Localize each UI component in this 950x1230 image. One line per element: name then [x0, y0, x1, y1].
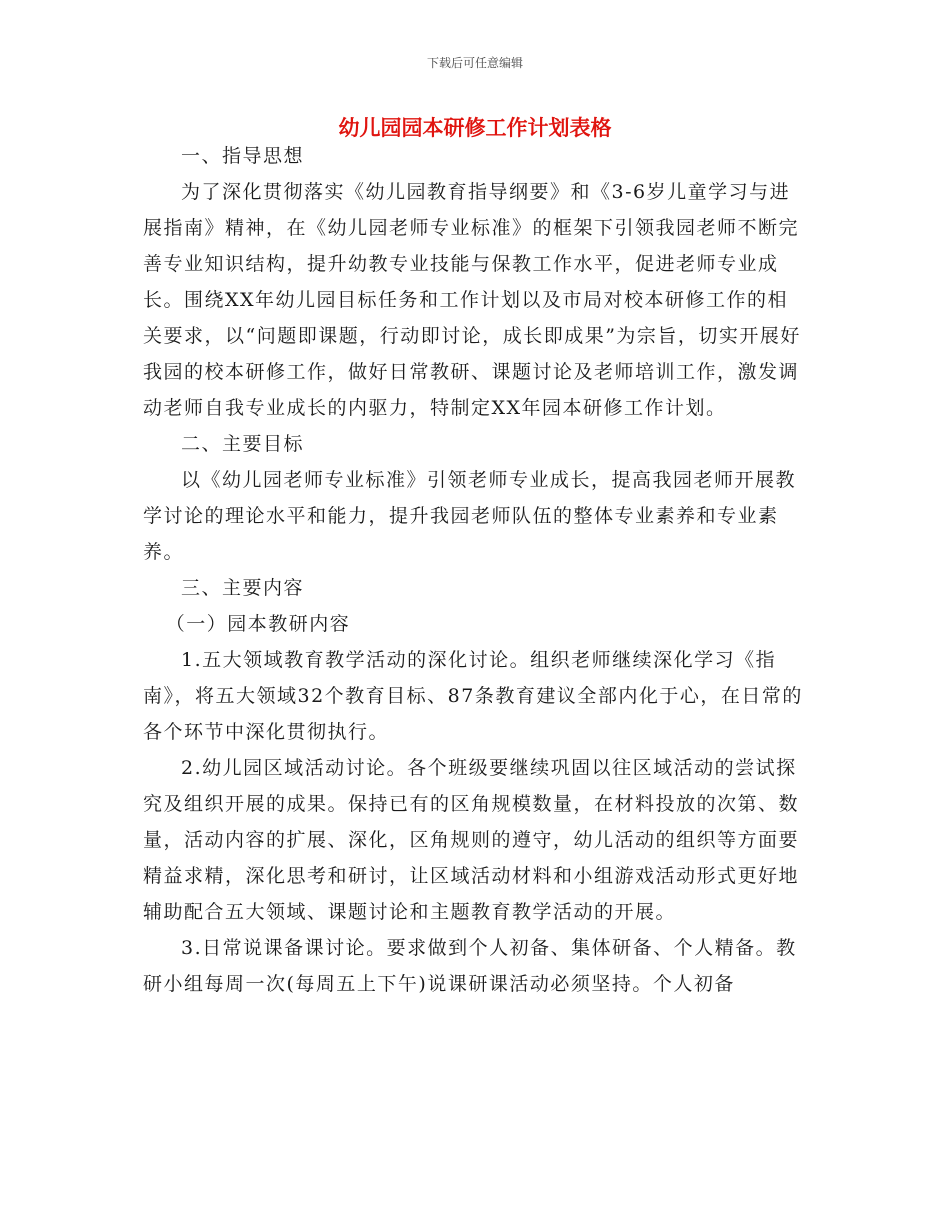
paragraph-item-2: 2.幼儿园区域活动讨论。各个班级要继续巩固以往区域活动的尝试探究及组织开展的成果。保持已有的区角规模数量，在材料投放的次第、数量，活动内容的扩展、深化，区角规则的遵守，幼儿活动的组织等方面要精益求精，深化思考和研讨，让区域活动材料和小组游戏活动形式更好地辅助配合五大领域、课题讨论和主题教育教学活动的开展。 [143, 757, 800, 923]
section-heading-guiding-thought: 一、指导思想 [181, 145, 305, 167]
paragraph-item-3: 3.日常说课备课讨论。要求做到个人初备、集体研备、个人精备。教研小组每周一次(每周五上下午)说课研课活动必须坚持。个人初备 [143, 937, 797, 995]
section-heading-main-goals: 二、主要目标 [181, 433, 305, 455]
paragraph-main-goals: 以《幼儿园老师专业标准》引领老师专业成长，提高我园老师开展教学讨论的理论水平和能力，提升我园老师队伍的整体专业素养和专业素养。 [143, 469, 797, 563]
paragraph-guiding-thought: 为了深化贯彻落实《幼儿园教育指导纲要》和《3-6岁儿童学习与进展指南》精神，在《幼儿园老师专业标准》的框架下引领我园老师不断完善专业知识结构，提升幼教专业技能与保教工作水平，促进老师专业成长。围绕XX年幼儿园目标任务和工作计划以及市局对校本研修工作的相关要求，以“问题即课题，行动即讨论，成长即成果”为宗旨，切实开展好我园的校本研修工作，做好日常教研、课题讨论及老师培训工作，激发调动老师自我专业成长的内驱力，特制定XX年园本研修工作计划。 [143, 181, 801, 419]
document-title: 幼儿园园本研修工作计划表格 [338, 116, 612, 140]
subsection-heading-teaching-research: （一）园本教研内容 [165, 613, 351, 635]
section-heading-main-content: 三、主要内容 [181, 577, 305, 599]
document-body [143, 138, 808, 1002]
paragraph-item-1: 1.五大领域教育教学活动的深化讨论。组织老师继续深化学习《指南》，将五大领域32个教育目标、87条教育建议全部内化于心，在日常的各个环节中深化贯彻执行。 [143, 649, 803, 743]
page-header-note: 下载后可任意编辑 [426, 56, 523, 70]
